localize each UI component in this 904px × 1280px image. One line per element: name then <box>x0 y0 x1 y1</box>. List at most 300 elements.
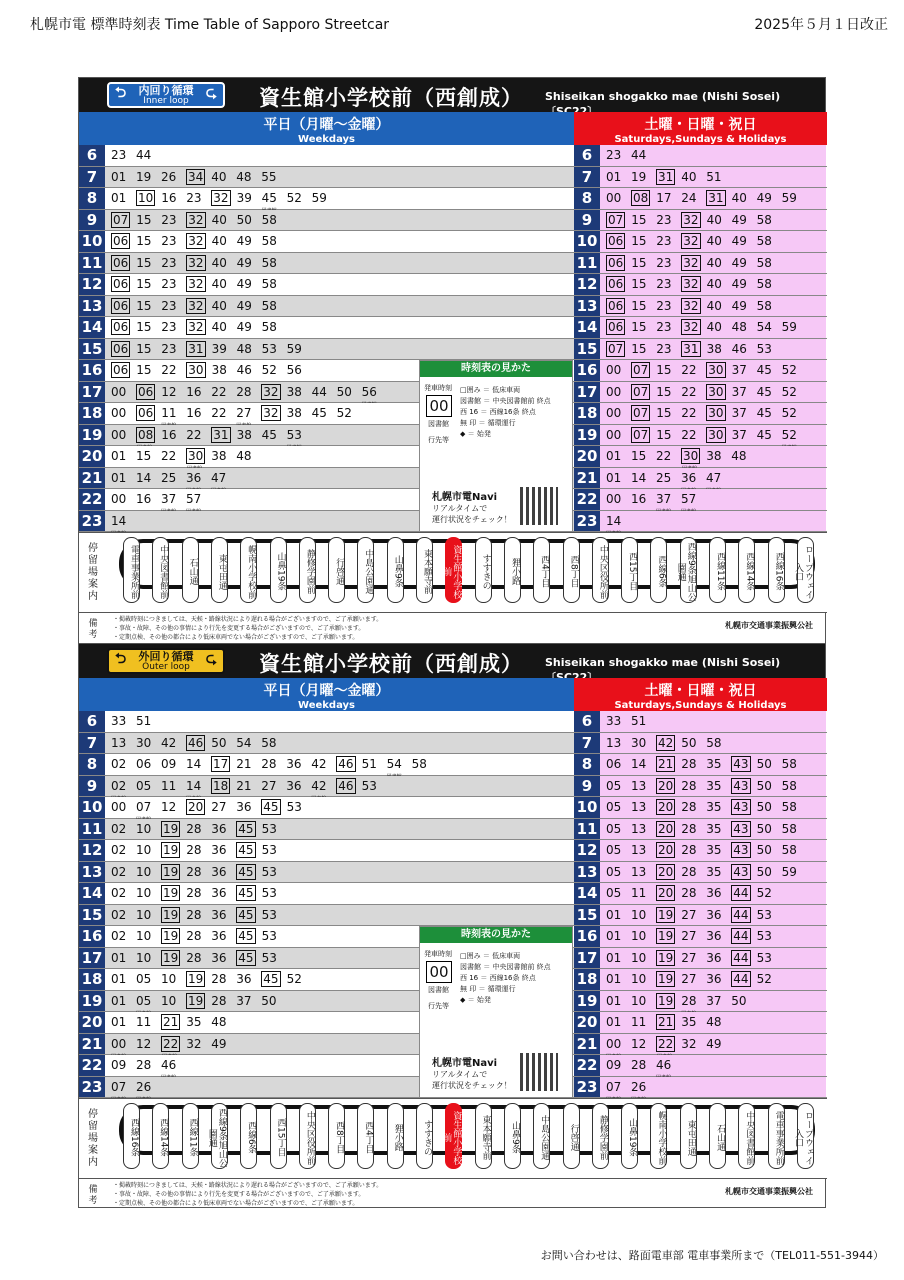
minute: 28 <box>681 800 697 814</box>
departure-time <box>631 969 650 989</box>
hour-label: 6 <box>574 145 600 166</box>
minute: 02 <box>111 907 127 922</box>
minute: 42 <box>161 735 177 750</box>
minute: 20 <box>188 800 204 814</box>
route-stop: 西線16条 <box>123 1103 140 1169</box>
departure-time <box>136 1055 155 1075</box>
table-row <box>79 905 827 927</box>
stop-guide-label: 停留場案内 <box>88 543 98 602</box>
departure-time <box>706 883 725 903</box>
minute: 07 <box>111 1079 127 1094</box>
departure-time <box>732 296 751 316</box>
minute: 49 <box>731 277 747 291</box>
departure-time <box>631 1077 650 1097</box>
departure-time <box>161 864 180 880</box>
minute: 21 <box>163 1015 179 1029</box>
departure-time <box>631 733 650 753</box>
departure-time <box>631 754 650 774</box>
minute: 05 <box>606 821 622 836</box>
minute: 24 <box>681 191 697 205</box>
departure-time <box>161 821 180 837</box>
departure-time <box>236 821 255 837</box>
minute: 23 <box>161 341 177 356</box>
minute: 40 <box>706 234 722 248</box>
departure-time <box>136 339 155 359</box>
minute: 22 <box>681 384 697 399</box>
route-stop: 幌南小学校前 <box>240 537 257 603</box>
minute: 28 <box>236 384 252 399</box>
departure-time <box>111 319 130 335</box>
departure-time <box>606 840 625 860</box>
departure-time <box>631 362 650 378</box>
departure-time <box>211 756 230 772</box>
legend-items <box>460 385 551 440</box>
minute: 21 <box>236 778 252 793</box>
hour-label: 20 <box>79 1012 105 1033</box>
hour-label: 17 <box>574 948 600 969</box>
departure-time <box>186 341 205 357</box>
minute: 10 <box>631 972 647 986</box>
minute: 00 <box>111 800 127 814</box>
departure-time <box>631 210 650 230</box>
minute: 11 <box>161 778 177 793</box>
minute: 07 <box>136 800 152 814</box>
minute: 53 <box>261 907 277 922</box>
departure-time <box>262 862 281 882</box>
minute: 52 <box>756 886 772 900</box>
note-line: ・定期点検、その他の都合により低床車両でない場合がございますので、ご了承願います。 <box>113 634 359 641</box>
minute: 16 <box>631 492 647 506</box>
legend-library: 図書館 <box>428 420 449 428</box>
departure-time <box>186 799 205 815</box>
departure-time <box>606 754 625 774</box>
departure-time <box>111 776 130 796</box>
minute: 10 <box>161 993 177 1008</box>
minute: 27 <box>681 972 697 986</box>
departure-time <box>606 883 625 903</box>
minute: 46 <box>236 363 252 377</box>
minute: 28 <box>681 843 697 857</box>
minute: 53 <box>261 886 277 900</box>
departure-time <box>111 425 130 445</box>
minute: 10 <box>136 843 152 857</box>
departure-time <box>757 360 776 380</box>
departure-time <box>262 253 281 273</box>
hour-label: 15 <box>574 905 600 926</box>
hour-label: 10 <box>79 231 105 252</box>
departure-time <box>161 754 180 774</box>
minute: 58 <box>706 735 722 750</box>
minute: 50 <box>756 757 772 771</box>
holiday-minutes <box>600 1034 826 1055</box>
minute: 10 <box>136 950 152 965</box>
departure-time <box>631 905 650 925</box>
minute: 43 <box>733 800 749 814</box>
departure-time <box>606 276 625 292</box>
route-stop: 西線6条 <box>650 537 667 603</box>
minute: 35 <box>706 778 722 793</box>
minute: 58 <box>261 255 277 270</box>
minute: 44 <box>631 148 647 162</box>
minute: 49 <box>756 191 772 205</box>
minute: 30 <box>683 449 699 463</box>
minute: 53 <box>261 864 277 879</box>
minute: 20 <box>658 886 674 900</box>
departure-time <box>236 864 255 880</box>
legend-item: 無 印 ＝ 循環運行 <box>460 985 516 993</box>
departure-time <box>111 926 130 946</box>
departure-time <box>362 382 381 402</box>
legend-box <box>419 926 573 1098</box>
departure-time <box>186 489 205 509</box>
departure-time <box>211 382 230 402</box>
hour-label: 22 <box>574 489 600 510</box>
route-stop: 資生館小学校前 <box>445 537 462 603</box>
minute: 27 <box>211 800 227 814</box>
departure-time <box>211 797 230 817</box>
station-name-en-text: Shiseikan shogakko mae (Nishi Sosei) <box>545 90 781 103</box>
minute: 26 <box>161 169 177 184</box>
minute: 00 <box>606 363 622 377</box>
minute: 50 <box>681 735 697 750</box>
departure-time <box>631 190 650 206</box>
departure-time <box>606 1012 625 1032</box>
departure-time <box>706 167 725 187</box>
departure-time <box>606 233 625 249</box>
inner-loop-timetable <box>78 77 826 646</box>
minute: 22 <box>186 427 202 442</box>
route-stop: ロープウェイ入口 <box>797 537 814 603</box>
departure-time <box>111 145 130 165</box>
holiday-minutes <box>600 776 826 797</box>
departure-time <box>186 382 205 402</box>
departure-time <box>681 425 700 445</box>
minute: 58 <box>261 212 277 227</box>
minute: 45 <box>756 406 772 420</box>
table-row <box>79 862 827 884</box>
minute: 48 <box>236 341 252 356</box>
departure-time <box>186 1012 205 1032</box>
departure-time <box>287 403 306 423</box>
hour-label: 19 <box>79 425 105 446</box>
hour-label: 11 <box>574 819 600 840</box>
departure-time <box>656 778 675 794</box>
legend-item: 西 16 ＝ 西線16条 終点 <box>460 408 536 416</box>
hour-label: 9 <box>574 210 600 231</box>
departure-time <box>631 797 650 817</box>
route-stop: 狸小路 <box>387 1103 404 1169</box>
departure-time <box>782 797 801 817</box>
route-stop: 西8丁目 <box>328 1103 345 1169</box>
minute: 19 <box>188 972 204 986</box>
minute: 15 <box>136 363 152 377</box>
minute: 01 <box>606 950 622 965</box>
departure-time <box>656 1055 675 1075</box>
departure-time <box>757 296 776 316</box>
departure-time <box>111 948 130 968</box>
minute: 12 <box>161 384 177 399</box>
departure-time <box>111 511 130 531</box>
departure-time <box>211 1012 230 1032</box>
departure-time <box>631 1034 650 1054</box>
minute: 40 <box>681 169 697 184</box>
departure-time <box>136 1077 155 1097</box>
minute: 18 <box>213 778 229 793</box>
departure-time <box>606 948 625 968</box>
contact-info: お問い合わせは、路面電車部 電車事業所まで（TEL011-551-3944） <box>540 1249 884 1262</box>
legend-item: □囲み ＝ 低床車両 <box>460 386 521 394</box>
holiday-minutes <box>600 991 826 1012</box>
minute: 40 <box>706 298 722 313</box>
weekday-minutes <box>105 274 574 295</box>
minute: 40 <box>731 191 747 205</box>
departure-time <box>706 190 725 206</box>
minute: 36 <box>706 972 722 986</box>
departure-time <box>211 403 230 423</box>
minute: 21 <box>236 757 252 771</box>
loop-arrow-right-icon: ⮎ <box>205 85 217 101</box>
minute: 45 <box>756 363 772 377</box>
departure-time <box>111 255 130 271</box>
hour-label: 19 <box>574 991 600 1012</box>
departure-time <box>236 907 255 923</box>
legend-items <box>460 951 551 1006</box>
departure-time <box>211 190 230 206</box>
weekday-minutes <box>105 296 574 317</box>
minute: 00 <box>111 406 127 420</box>
minute: 28 <box>186 929 202 943</box>
minute: 57 <box>681 492 697 506</box>
minute: 31 <box>708 191 724 205</box>
minute: 15 <box>136 449 152 463</box>
minute: 53 <box>756 341 772 356</box>
loop-name-en: Outer loop <box>142 662 190 672</box>
holiday-minutes <box>600 1055 826 1076</box>
departure-time <box>606 926 625 946</box>
minute: 10 <box>631 950 647 965</box>
departure-time <box>286 754 305 774</box>
departure-time <box>631 883 650 903</box>
holiday-minutes <box>600 754 826 775</box>
holiday-minutes <box>600 862 826 883</box>
holiday-minutes <box>600 711 826 732</box>
minute: 32 <box>683 298 699 313</box>
minute: 45 <box>261 191 277 205</box>
hour-label: 11 <box>79 253 105 274</box>
minute: 06 <box>113 320 129 334</box>
minute: 48 <box>211 1015 227 1029</box>
weekday-header <box>79 678 574 711</box>
departure-time <box>236 776 255 796</box>
minute: 07 <box>633 427 649 442</box>
minute: 44 <box>733 972 749 986</box>
legend-item: 図書館 ＝ 中央図書館前 終点 <box>460 397 551 405</box>
minute: 19 <box>163 950 179 965</box>
departure-time <box>656 403 675 423</box>
hour-label: 7 <box>574 733 600 754</box>
minute: 50 <box>756 821 772 836</box>
hour-label: 18 <box>574 969 600 990</box>
departure-time <box>186 1034 205 1054</box>
departure-time <box>606 167 625 187</box>
departure-time <box>237 253 256 273</box>
departure-time <box>757 905 776 925</box>
departure-time <box>186 448 205 464</box>
minute: 23 <box>161 277 177 291</box>
loop-name: 外回り循環 <box>138 650 194 663</box>
minute: 16 <box>186 406 202 420</box>
minute: 00 <box>606 384 622 399</box>
departure-time <box>111 883 130 903</box>
departure-time <box>731 907 750 923</box>
table-row <box>79 819 827 841</box>
departure-time <box>211 883 230 903</box>
station-title-bar <box>79 644 825 678</box>
minute: 38 <box>211 363 227 377</box>
departure-time <box>287 382 306 402</box>
minute: 40 <box>706 320 722 334</box>
departure-time <box>111 276 130 292</box>
minute: 58 <box>781 757 797 771</box>
station-title-bar <box>79 78 825 112</box>
departure-time <box>136 384 155 400</box>
minute: 43 <box>733 843 749 857</box>
table-row <box>79 231 827 253</box>
minute: 58 <box>261 234 277 248</box>
hour-label: 21 <box>574 468 600 489</box>
departure-time <box>631 339 650 359</box>
minute: 46 <box>161 1058 177 1072</box>
table-row <box>79 754 827 776</box>
minute: 01 <box>606 972 622 986</box>
hour-label: 6 <box>574 711 600 732</box>
departure-time <box>656 1036 675 1052</box>
minute: 15 <box>136 255 152 270</box>
minute: 14 <box>136 470 152 485</box>
route-stop: 資生館小学校前 <box>445 1103 462 1169</box>
minute: 48 <box>236 169 252 184</box>
departure-time <box>186 905 205 925</box>
minute: 23 <box>656 298 672 313</box>
departure-time <box>161 403 180 423</box>
departure-time <box>186 255 205 271</box>
legend-destination: 行先等 <box>428 1002 449 1010</box>
minute: 00 <box>606 1036 622 1051</box>
minute: 19 <box>188 993 204 1008</box>
minute: 50 <box>236 212 252 227</box>
minute: 49 <box>236 255 252 270</box>
minute: 06 <box>606 757 622 771</box>
departure-time <box>606 468 625 488</box>
minute: 23 <box>186 191 202 205</box>
minute: 36 <box>211 864 227 879</box>
header-title: 札幌市電 標準時刻表 Time Table of Sapporo Streetcar <box>30 17 390 33</box>
route-stop: 行啓通 <box>563 1103 580 1169</box>
minute: 06 <box>138 406 154 420</box>
departure-time <box>262 883 281 903</box>
minute: 50 <box>261 993 277 1008</box>
minute: 45 <box>261 427 277 442</box>
departure-time <box>631 253 650 273</box>
departure-time <box>236 842 255 858</box>
minute: 01 <box>111 950 127 965</box>
table-row <box>79 210 827 232</box>
minute: 27 <box>261 778 277 793</box>
minute: 15 <box>631 449 647 463</box>
holiday-minutes <box>600 468 826 489</box>
minute: 15 <box>136 320 152 334</box>
station-name-en-text: Shiseikan shogakko mae (Nishi Sosei) <box>545 656 781 669</box>
departure-time <box>782 188 801 208</box>
departure-time <box>656 210 675 230</box>
departure-time <box>707 339 726 359</box>
holiday-header <box>574 678 827 711</box>
legend-body <box>420 377 572 447</box>
departure-time <box>111 711 130 731</box>
departure-time <box>707 253 726 273</box>
departure-time <box>706 468 725 488</box>
minute: 20 <box>658 778 674 793</box>
hour-label: 21 <box>574 1034 600 1055</box>
notes <box>79 1179 827 1215</box>
minute: 06 <box>113 277 129 291</box>
minute: 28 <box>186 843 202 857</box>
departure-time <box>262 296 281 316</box>
departure-time <box>186 425 205 445</box>
navi-info <box>432 492 512 525</box>
hour-label: 7 <box>79 733 105 754</box>
departure-time <box>757 317 776 337</box>
minute: 38 <box>211 449 227 463</box>
weekday-minutes <box>105 819 574 840</box>
minute: 58 <box>261 298 277 313</box>
minute: 14 <box>111 513 127 528</box>
departure-time <box>186 276 205 292</box>
minute: 23 <box>161 298 177 313</box>
minute: 01 <box>111 449 127 463</box>
minute: 10 <box>631 993 647 1008</box>
departure-time <box>731 821 750 837</box>
departure-time <box>161 339 180 359</box>
departure-time <box>732 403 751 423</box>
minute: 52 <box>781 384 797 399</box>
route-stop: 西線11条 <box>182 1103 199 1169</box>
minute: 36 <box>286 757 302 771</box>
departure-time <box>757 253 776 273</box>
departure-time <box>262 819 281 839</box>
minute: 42 <box>658 735 674 750</box>
route-stop: 東本願寺前 <box>416 537 433 603</box>
departure-time <box>111 446 130 466</box>
minute: 16 <box>161 427 177 442</box>
weekday-minutes <box>105 188 574 209</box>
minute: 53 <box>261 341 277 356</box>
departure-time <box>706 819 725 839</box>
departure-time <box>161 797 180 817</box>
departure-time <box>606 862 625 882</box>
minute: 11 <box>631 1015 647 1029</box>
holiday-minutes <box>600 511 826 532</box>
notes-text <box>113 615 382 642</box>
hour-label: 13 <box>79 296 105 317</box>
minute: 32 <box>683 320 699 334</box>
holiday-minutes <box>600 926 826 947</box>
departure-time <box>387 754 406 774</box>
minute: 19 <box>658 929 674 943</box>
minute: 07 <box>608 341 624 356</box>
navi-title: 札幌市電Navi <box>432 1058 498 1069</box>
minute: 15 <box>631 234 647 248</box>
